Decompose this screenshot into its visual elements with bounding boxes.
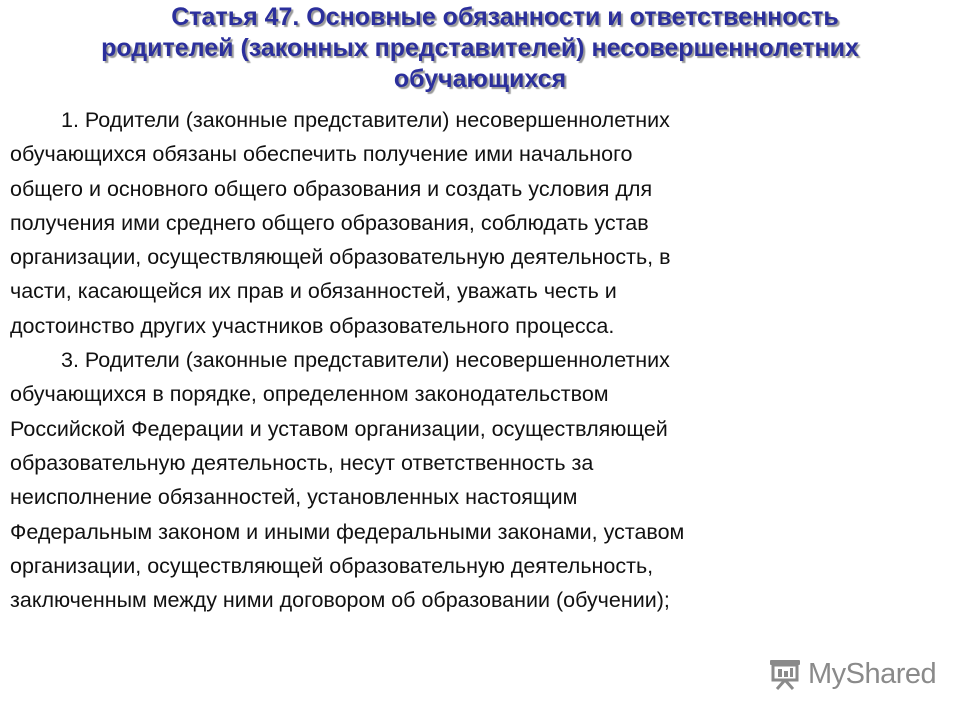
- presentation-board-icon: [768, 657, 802, 691]
- paragraph-3-line: 3. Родители (законные представители) несовершеннолетних: [61, 348, 670, 373]
- paragraph-1-line: общего и основного общего образования и создать условия для: [10, 176, 653, 201]
- paragraph-3-line: Российской Федерации и уставом организации, осуществляющей: [10, 416, 668, 441]
- article-body: [10, 103, 940, 617]
- watermark: [768, 656, 936, 692]
- paragraph-1-line: получения ими среднего общего образования, соблюдать устав: [10, 210, 649, 235]
- title-line-1: Статья 47. Основные обязанности и ответственность: [171, 3, 839, 31]
- paragraph-1-line: обучающихся обязаны обеспечить получение ими начального: [10, 142, 633, 167]
- paragraph-1: [10, 103, 940, 343]
- paragraph-3-line: Федеральным законом и иными федеральными законами, уставом: [10, 519, 685, 544]
- paragraph-1-line: 1. Родители (законные представители) несовершеннолетних: [61, 108, 670, 132]
- paragraph-3-line: неисполнение обязанностей, установленных настоящим: [10, 485, 578, 510]
- paragraph-3-line: обучающихся в порядке, определенном законодательством: [10, 382, 609, 407]
- watermark-text: MyShared: [808, 658, 937, 690]
- paragraph-1-line: организации, осуществляющей образовательную деятельность, в: [10, 245, 671, 270]
- paragraph-3: [10, 343, 940, 617]
- slide-title: [30, 2, 930, 95]
- paragraph-3-line: образовательную деятельность, несут ответственность за: [10, 450, 594, 475]
- paragraph-3-line: организации, осуществляющей образовательную деятельность,: [10, 553, 654, 578]
- title-line-3: обучающихся: [393, 65, 567, 93]
- paragraph-1-line: достоинство других участников образовательного процесса.: [10, 313, 615, 338]
- paragraph-3-line: заключенным между ними договором об образовании (обучении);: [10, 588, 670, 613]
- paragraph-1-line: части, касающейся их прав и обязанностей, уважать честь и: [10, 279, 617, 304]
- title-line-2: родителей (законных представителей) несовершеннолетних: [101, 34, 859, 62]
